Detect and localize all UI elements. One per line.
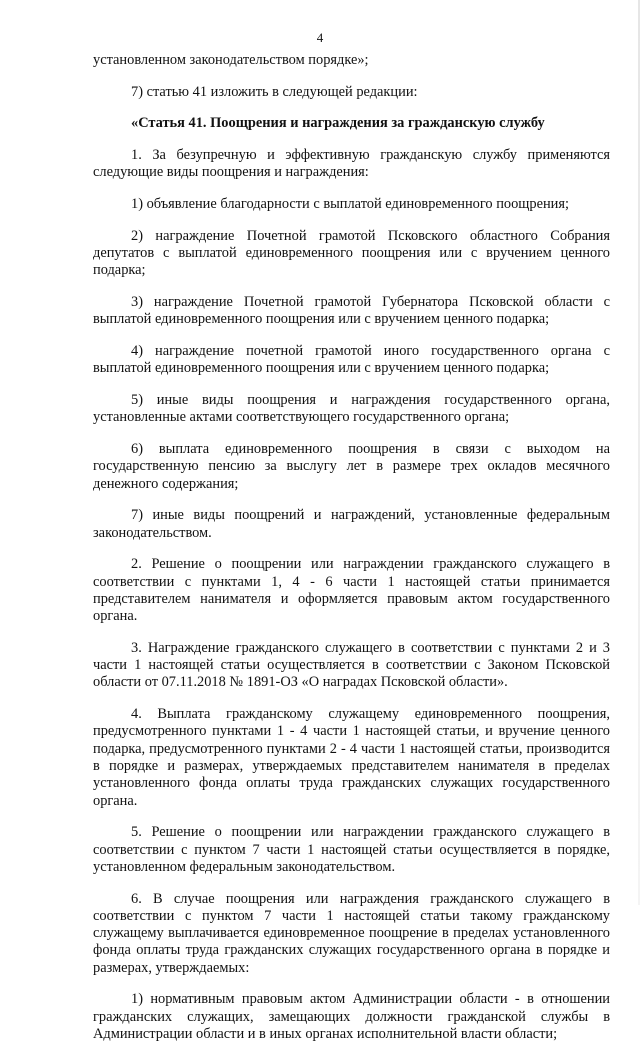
paragraph: 4) награждение почетной грамотой иного государственного органа с выплатой единовременного поощрения или с вручением ценного подарка; <box>93 343 610 377</box>
paragraph: 1) объявление благодарности с выплатой единовременного поощрения; <box>131 196 569 213</box>
paragraph: 3. Награждение гражданского служащего в соответствии с пунктами 2 и 3 части 1 настоящей статьи осуществляется в соответствии с Законом Псковской области от 07.11.2018 № 1891-ОЗ «О наградах Псковской области». <box>93 639 610 691</box>
document-body <box>93 52 610 1058</box>
paragraph: 7) иные виды поощрений и награждений, установленные федеральным законодательством. <box>93 507 610 541</box>
paragraph: 5. Решение о поощрении или награждении гражданского служащего в соответствии с пунктом 7 части 1 настоящей статьи осуществляется в порядке, установленном федеральным законодательством. <box>93 824 610 875</box>
paragraph: 2) награждение Почетной грамотой Псковского областного Собрания депутатов с выплатой единовременного поощрения или с вручением ценного подарка; <box>93 227 610 279</box>
paragraph: 6) выплата единовременного поощрения в связи с выходом на государственную пенсию за выслугу лет в размере трех окладов месячного денежного содержания; <box>93 440 610 492</box>
paragraph: 4. Выплата гражданскому служащему единовременного поощрения, предусмотренного пунктами 1 - 4 части 1 настоящей статьи, и вручение ценного подарка, предусмотренного пунктами 2 - 4 части 1 настоящей статьи, производится в порядке и размерах, утверждаемых представителем нанимателя в пределах установленного фонда оплаты труда гражданских служащих государственного органа. <box>93 706 610 809</box>
page-number: 4 <box>316 30 324 45</box>
paragraph: 1. За безупречную и эффективную гражданскую службу применяются следующие виды поощрения и награждения: <box>93 147 610 181</box>
paragraph: 5) иные виды поощрения и награждения государственного органа, установленные актами соответствующего государственного органа; <box>93 391 610 426</box>
paragraph: 6. В случае поощрения или награждения гражданского служащего в соответствии с пунктом 7 части 1 настоящей статьи такому гражданскому служащему выплачивается единовременное поощрение в пределах установленного фонда оплаты труда гражданских служащих государственного органа в порядке и размерах, утверждаемых: <box>93 890 610 976</box>
paragraph: 2. Решение о поощрении или награждении гражданского служащего в соответствии с пунктами 1, 4 - 6 части 1 настоящей статьи принимается представителем нанимателя и оформляется правовым актом государственного органа. <box>93 556 610 625</box>
paragraph: 3) награждение Почетной грамотой Губернатора Псковской области с выплатой единовременного поощрения или с вручением ценного подарка; <box>93 294 610 328</box>
article-heading: «Статья 41. Поощрения и награждения за гражданскую службу <box>131 115 545 132</box>
paragraph: 1) нормативным правовым актом Администрации области - в отношении гражданских служащих, замещающих должности гражданской службы в Администрации области и в иных органах исполнительной власти области; <box>93 991 610 1043</box>
paragraph: установленном законодательством порядке»; <box>93 52 369 68</box>
paragraph: 7) статью 41 изложить в следующей редакции: <box>131 83 418 100</box>
